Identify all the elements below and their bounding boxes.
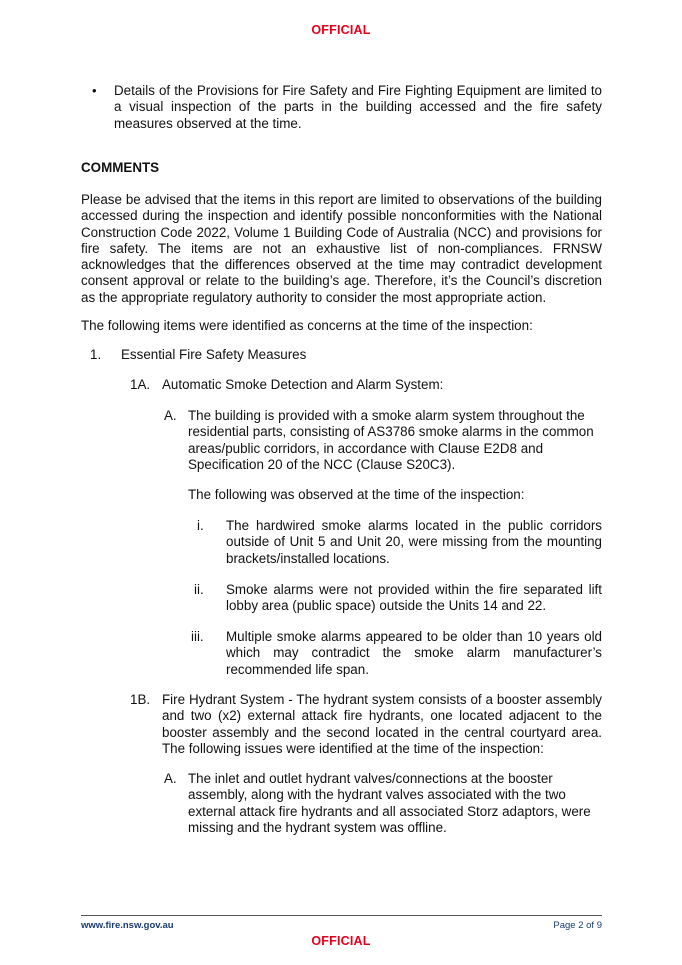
sub1a-number: 1A. [130,377,151,392]
sub1a-itema-text: The building is provided with a smoke alarm system throughout the residential parts, consisting of AS3786 smoke alarms in the common areas/public corridors, in accordance with Clause E2D8 and Specification 20 of the NCC (Clause S20C3). [188,408,594,472]
footer-website-link[interactable]: www.fire.nsw.gov.au [81,920,174,931]
point-i-number: i. [197,518,204,533]
sub1b-itema-number: A. [164,771,177,786]
bullet-text: Details of the Provisions for Fire Safety and Fire Fighting Equipment are limited to a visual inspection of the parts in the building accessed and the fire safety measures observed at the time. [114,83,602,131]
sub1b-number: 1B. [130,692,151,707]
sub1a-itema-number: A. [164,408,177,423]
point-ii-text: Smoke alarms were not provided within the fire separated lift lobby area (public space) outside the Units 14 and 22. [226,582,602,614]
sub1a-observed-text: The following was observed at the time of the inspection: [188,487,525,502]
sub1b-itema-text: The inlet and outlet hydrant valves/connections at the booster assembly, along with the hydrant valves associated with the two external attack fire hydrants and all associated Storz adaptors, were missing and the hydrant system was offline. [188,771,591,835]
sub1b-text: Fire Hydrant System - The hydrant system consists of a booster assembly and two (x2) external attack fire hydrants, one located adjacent to the booster assembly and the second located in the central courtyard area. The following issues were identified at the time of the inspection: [162,692,602,756]
classification-footer: OFFICIAL [311,934,371,948]
comments-paragraph: Please be advised that the items in this report are limited to observations of the building accessed during the inspection and identify possible nonconformities with the National Construction Code 2022, Volume 1 Building Code of Australia (NCC) and provisions for fire safety. The items are not an exhaustive list of non-compliances. FRNSW acknowledges that the differences observed at the time may contradict development consent approval or relate to the building’s age. Therefore, it’s the Council’s discretion as the appropriate regulatory authority to consider the most appropriate action. [81,192,602,305]
point-iii-number: iii. [191,629,204,644]
comments-intro: The following items were identified as concerns at the time of the inspection: [81,318,533,333]
point-ii-number: ii. [194,582,204,597]
comments-heading: COMMENTS [81,160,160,175]
footer-rule [81,915,602,916]
point-iii-text: Multiple smoke alarms appeared to be older than 10 years old which may contradict the smoke alarm manufacturer’s recommended life span. [226,629,602,677]
bullet-dot: • [92,83,97,98]
section1-number: 1. [90,347,102,362]
classification-header: OFFICIAL [311,23,371,37]
point-i-text: The hardwired smoke alarms located in the public corridors outside of Unit 5 and Unit 20, were missing from the mounting brackets/installed locations. [226,518,602,566]
section1-title: Essential Fire Safety Measures [121,347,307,362]
sub1a-title: Automatic Smoke Detection and Alarm System: [162,377,444,392]
footer-page-number: Page 2 of 9 [553,920,602,931]
